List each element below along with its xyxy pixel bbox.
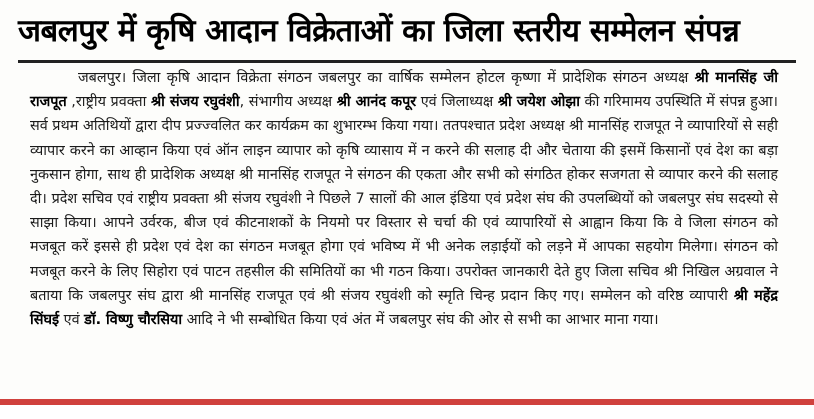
- article-text-1: जबलपुर। जिला कृषि आदान विक्रेता संगठन जबलपुर का वार्षिक सम्मेलन होटल कृष्णा में प्रादेशिक संगठन अध्यक्ष: [78, 70, 695, 86]
- article-body: [30, 66, 778, 332]
- headline-divider: [18, 60, 796, 63]
- article-text-5: की गरिमामय उपस्थिति में संपन्न हुआ। सर्व प्रथम अतिथियों द्वारा दीप प्रज्ज्वलित कर कार्यक्रम का शुभारम्भ किया गया। ततपश्चात प्रदेश अध्यक्ष श्री मानसिंह राजपूत ने व्यापारियों से सही व्यापार करने का आव्हान किया एवं ऑन लाइन व्यापार को कृषि व्यासाय में न करने की सलाह दी और चेताया की इसमें किसानों एवं देश का बड़ा नुकसान होगा, साथ ही प्रादेशिक अध्यक्ष श्री मानसिंह राजपूत ने संगठन की एकता और सभी को संगठित होकर सजगता से व्यापार करने की सलाह दी। प्रदेश सचिव एवं राष्ट्रीय प्रवक्ता श्री संजय रघुवंशी ने पिछले 7 सालों की आल इंडिया एवं प्रदेश संघ की उपलब्धियों को जबलपुर संघ सदस्यो से साझा किया। आपने उर्वरक, बीज एवं कीटनाशकों के नियमो पर विस्तार से चर्चा की एवं व्यापारियों से आह्वान किया कि वे जिला संगठन को मजबूत करें इससे ही प्रदेश एवं देश का संगठन मजबूत होगा एवं भविष्य में भी अनेक लड़ाईयों को लड़ने में आपका सहयोग मिलेगा। संगठन को मजबूत करने के लिए सिहोरा एवं पाटन तहसील की समितियों का भी गठन किया। उपरोक्त जानकारी देते हुए जिला सचिव श्री निखिल अग्रवाल ने बताया कि जबलपुर संघ द्वारा श्री मानसिंह राजपूत एवं श्री संजय रघुवंशी को स्मृति चिन्ह प्रदान किए गए। सम्मेलन को वरिष्ठ व्यापारी: [30, 94, 778, 304]
- name-anand-kapoor: श्री आनंद कपूर: [336, 94, 417, 111]
- article-text-2: ,राष्ट्रीय प्रवक्ता: [66, 94, 151, 111]
- article-text-3: , संभागीय अध्यक्ष: [239, 94, 337, 111]
- article-text-4: एवं जिलाध्यक्ष: [416, 94, 498, 111]
- article-text-6: एवं: [59, 312, 85, 329]
- name-jayesh-ojha: श्री जयेश ओझा: [497, 94, 580, 111]
- article-text-7: आदि ने भी सम्बोधित किया एवं अंत में जबलपुर संघ की ओर से सभी का आभार माना गया।: [182, 312, 659, 329]
- name-vishnu-chaurasia: डॉ. विष्णु चौरसिया: [84, 312, 183, 329]
- name-mahendra-singhai: श्री महेंद्र सिंघई: [30, 287, 778, 329]
- headline: जबलपुर में कृषि आदान विक्रेताओं का जिला स्तरीय सम्मेलन संपन्न: [18, 13, 740, 49]
- name-mansingh-rajput: श्री मानसिंह जी राजपूत: [30, 70, 778, 111]
- name-sanjay-raghuvanshi: श्री संजय रघुवंशी: [150, 94, 240, 111]
- bottom-margin: [0, 405, 814, 419]
